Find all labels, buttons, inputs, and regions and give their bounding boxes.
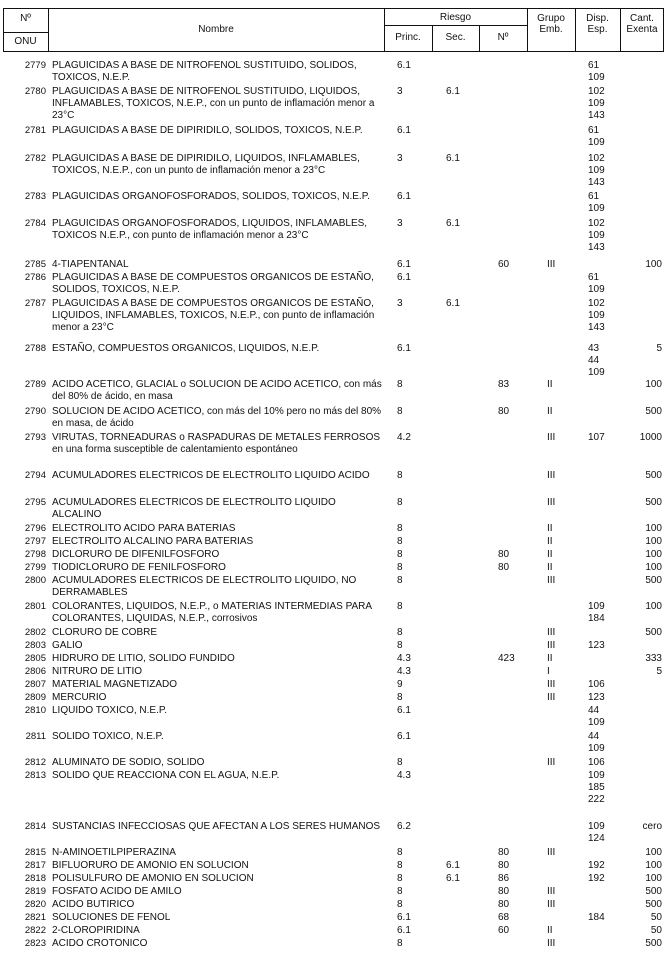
riesgo-principal: 8 <box>397 899 403 910</box>
material-name: N-AMINOETILPIPERAZINA <box>52 847 176 858</box>
material-name: PLAGUICIDAS A BASE DE DIPIRIDILO, SOLIDOS, TOXICOS, N.E.P. <box>52 125 363 136</box>
onu-number: 2800 <box>24 575 46 586</box>
header-nombre: Nombre <box>198 24 234 35</box>
cantidad-exenta: 50 <box>650 925 662 936</box>
onu-number: 2814 <box>24 821 46 832</box>
onu-number: 2789 <box>24 379 46 390</box>
onu-number: 2801 <box>24 601 46 612</box>
cantidad-exenta: 500 <box>645 575 662 586</box>
riesgo-secundario: 6.1 <box>446 153 460 164</box>
onu-number: 2806 <box>24 666 46 677</box>
onu-number: 2788 <box>24 343 46 354</box>
material-name: ACUMULADORES ELECTRICOS DE ELECTROLITO LIQUIDO ALCALINO <box>52 497 336 520</box>
riesgo-secundario: 6.1 <box>446 298 460 309</box>
riesgo-numero: 80 <box>498 847 510 858</box>
riesgo-principal: 8 <box>397 497 403 508</box>
riesgo-numero: 60 <box>498 925 510 936</box>
riesgo-principal: 8 <box>397 536 403 547</box>
cantidad-exenta: 500 <box>645 406 662 417</box>
riesgo-principal: 8 <box>397 406 403 417</box>
cantidad-exenta: 100 <box>645 860 662 871</box>
grupo-embalaje: II <box>547 653 553 664</box>
material-name: ACIDO CROTONICO <box>52 938 148 949</box>
material-name: BIFLUORURO DE AMONIO EN SOLUCION <box>52 860 249 871</box>
riesgo-principal: 8 <box>397 379 403 390</box>
riesgo-principal: 4.3 <box>397 770 411 781</box>
cantidad-exenta: 100 <box>645 847 662 858</box>
riesgo-numero: 80 <box>498 886 510 897</box>
material-name: 4-TIAPENTANAL <box>52 259 129 270</box>
onu-number: 2821 <box>24 912 46 923</box>
onu-number: 2798 <box>24 549 46 560</box>
material-name: HIDRURO DE LITIO, SOLIDO FUNDIDO <box>52 653 235 664</box>
riesgo-principal: 6.2 <box>397 821 411 832</box>
riesgo-principal: 4.3 <box>397 653 411 664</box>
grupo-embalaje: III <box>547 470 556 481</box>
grupo-embalaje: III <box>547 432 556 443</box>
header-riesgo-sec: Sec. <box>445 32 466 43</box>
riesgo-principal: 3 <box>397 218 403 229</box>
onu-number: 2784 <box>24 218 46 229</box>
riesgo-secundario: 6.1 <box>446 218 460 229</box>
cantidad-exenta: 100 <box>645 523 662 534</box>
cantidad-exenta: cero <box>642 821 662 832</box>
riesgo-numero: 80 <box>498 562 510 573</box>
material-name: ESTAÑO, COMPUESTOS ORGANICOS, LIQUIDOS, N.E.P. <box>52 343 320 354</box>
material-name: PLAGUICIDAS A BASE DE DIPIRIDILO, LIQUIDOS, INFLAMABLES, TOXICOS, N.E.P., con un punto de inflamación menor a 23°C <box>52 153 360 176</box>
cantidad-exenta: 100 <box>645 601 662 612</box>
cantidad-exenta: 100 <box>645 379 662 390</box>
material-name: SUSTANCIAS INFECCIOSAS QUE AFECTAN A LOS SERES HUMANOS <box>52 821 381 832</box>
riesgo-principal: 8 <box>397 601 403 612</box>
riesgo-numero: 86 <box>498 873 510 884</box>
disposicion-especial: 109 185 222 <box>588 770 605 805</box>
riesgo-principal: 4.3 <box>397 666 411 677</box>
onu-number: 2822 <box>24 925 46 936</box>
onu-number: 2786 <box>24 272 46 283</box>
riesgo-principal: 8 <box>397 886 403 897</box>
grupo-embalaje: III <box>547 679 556 690</box>
disposicion-especial: 123 <box>588 640 605 651</box>
onu-number: 2795 <box>24 497 46 508</box>
material-name: ALUMINATO DE SODIO, SOLIDO <box>52 757 205 768</box>
onu-number: 2785 <box>24 259 46 270</box>
material-name: SOLUCION DE ACIDO ACETICO, con más del 10% pero no más del 80% en masa, de ácido <box>52 406 382 429</box>
onu-number: 2781 <box>24 125 46 136</box>
material-name: SOLUCIONES DE FENOL <box>52 912 171 923</box>
riesgo-principal: 6.1 <box>397 60 411 71</box>
cantidad-exenta: 5 <box>656 666 662 677</box>
onu-number: 2790 <box>24 406 46 417</box>
cantidad-exenta: 500 <box>645 497 662 508</box>
riesgo-principal: 9 <box>397 679 403 690</box>
cantidad-exenta: 500 <box>645 899 662 910</box>
onu-number: 2819 <box>24 886 46 897</box>
disposicion-especial: 107 <box>588 432 605 443</box>
cantidad-exenta: 500 <box>645 938 662 949</box>
disposicion-especial: 109 124 <box>588 821 605 844</box>
riesgo-principal: 8 <box>397 562 403 573</box>
onu-number: 2807 <box>24 679 46 690</box>
onu-number: 2812 <box>24 757 46 768</box>
header-grupo-emb: Grupo Emb. <box>537 13 565 35</box>
material-name: PLAGUICIDAS A BASE DE NITROFENOL SUSTITUIDO, LIQUIDOS, INFLAMABLES, TOXICOS, N.E.P., con un punto de inflamación menor a 23°C <box>52 86 375 121</box>
header-divider <box>3 32 48 33</box>
grupo-embalaje: III <box>547 847 556 858</box>
material-name: TIODICLORURO DE FENILFOSFORO <box>52 562 226 573</box>
disposicion-especial: 61 109 <box>588 272 605 295</box>
riesgo-principal: 3 <box>397 86 403 97</box>
cantidad-exenta: 100 <box>645 873 662 884</box>
onu-number: 2787 <box>24 298 46 309</box>
disposicion-especial: 102 109 143 <box>588 298 605 333</box>
riesgo-numero: 80 <box>498 549 510 560</box>
material-name: COLORANTES, LIQUIDOS, N.E.P., o MATERIAS INTERMEDIAS PARA COLORANTES, LIQUIDAS, N.E.P., corrosivos <box>52 601 372 624</box>
material-name: MERCURIO <box>52 692 107 703</box>
riesgo-principal: 3 <box>397 298 403 309</box>
onu-number: 2794 <box>24 470 46 481</box>
riesgo-principal: 8 <box>397 860 403 871</box>
riesgo-principal: 6.1 <box>397 343 411 354</box>
grupo-embalaje: II <box>547 549 553 560</box>
riesgo-principal: 8 <box>397 575 403 586</box>
onu-number: 2783 <box>24 191 46 202</box>
material-name: DICLORURO DE DIFENILFOSFORO <box>52 549 220 560</box>
riesgo-numero: 68 <box>498 912 510 923</box>
onu-number: 2802 <box>24 627 46 638</box>
riesgo-principal: 6.1 <box>397 191 411 202</box>
material-name: CLORURO DE COBRE <box>52 627 158 638</box>
grupo-embalaje: III <box>547 899 556 910</box>
grupo-embalaje: III <box>547 640 556 651</box>
disposicion-especial: 61 109 <box>588 191 605 214</box>
riesgo-principal: 8 <box>397 938 403 949</box>
material-name: POLISULFURO DE AMONIO EN SOLUCION <box>52 873 254 884</box>
riesgo-principal: 8 <box>397 640 403 651</box>
material-name: FOSFATO ACIDO DE AMILO <box>52 886 182 897</box>
grupo-embalaje: II <box>547 536 553 547</box>
header-divider <box>384 25 527 26</box>
onu-number: 2809 <box>24 692 46 703</box>
cantidad-exenta: 100 <box>645 549 662 560</box>
material-name: SOLIDO TOXICO, N.E.P. <box>52 731 164 742</box>
header-disp-esp: Disp. Esp. <box>586 13 609 35</box>
riesgo-numero: 423 <box>498 653 515 664</box>
material-name: ELECTROLITO ACIDO PARA BATERIAS <box>52 523 236 534</box>
riesgo-principal: 8 <box>397 523 403 534</box>
onu-number: 2805 <box>24 653 46 664</box>
riesgo-numero: 80 <box>498 899 510 910</box>
material-name: PLAGUICIDAS A BASE DE COMPUESTOS ORGANICOS DE ESTAÑO, SOLIDOS, TOXICOS, N.E.P. <box>52 272 374 295</box>
disposicion-especial: 106 <box>588 679 605 690</box>
riesgo-secundario: 6.1 <box>446 860 460 871</box>
disposicion-especial: 109 184 <box>588 601 605 624</box>
riesgo-numero: 80 <box>498 860 510 871</box>
riesgo-principal: 3 <box>397 153 403 164</box>
onu-number: 2782 <box>24 153 46 164</box>
riesgo-principal: 6.1 <box>397 125 411 136</box>
disposicion-especial: 43 44 109 <box>588 343 605 378</box>
header-riesgo-num: Nº <box>497 32 509 43</box>
grupo-embalaje: III <box>547 938 556 949</box>
riesgo-principal: 8 <box>397 470 403 481</box>
material-name: ACIDO ACETICO, GLACIAL o SOLUCION DE ACIDO ACETICO, con más del 80% de ácido, en masa <box>52 379 382 402</box>
onu-number: 2820 <box>24 899 46 910</box>
onu-number: 2797 <box>24 536 46 547</box>
disposicion-especial: 123 <box>588 692 605 703</box>
grupo-embalaje: III <box>547 575 556 586</box>
onu-number: 2799 <box>24 562 46 573</box>
cantidad-exenta: 100 <box>645 259 662 270</box>
onu-number: 2815 <box>24 847 46 858</box>
grupo-embalaje: I <box>547 666 550 677</box>
onu-number: 2813 <box>24 770 46 781</box>
riesgo-principal: 6.1 <box>397 272 411 283</box>
cantidad-exenta: 500 <box>645 470 662 481</box>
grupo-embalaje: III <box>547 757 556 768</box>
riesgo-principal: 8 <box>397 757 403 768</box>
disposicion-especial: 61 109 <box>588 125 605 148</box>
riesgo-secundario: 6.1 <box>446 873 460 884</box>
grupo-embalaje: III <box>547 692 556 703</box>
riesgo-principal: 6.1 <box>397 925 411 936</box>
cantidad-exenta: 50 <box>650 912 662 923</box>
grupo-embalaje: II <box>547 925 553 936</box>
grupo-embalaje: II <box>547 379 553 390</box>
disposicion-especial: 102 109 143 <box>588 86 605 121</box>
onu-number: 2779 <box>24 60 46 71</box>
grupo-embalaje: II <box>547 523 553 534</box>
grupo-embalaje: II <box>547 406 553 417</box>
riesgo-principal: 6.1 <box>397 731 411 742</box>
onu-number: 2810 <box>24 705 46 716</box>
header-riesgo: Riesgo <box>439 12 472 23</box>
onu-number: 2811 <box>25 731 46 742</box>
riesgo-principal: 8 <box>397 549 403 560</box>
material-name: PLAGUICIDAS ORGANOFOSFORADOS, SOLIDOS, TOXICOS, N.E.P. <box>52 191 370 202</box>
onu-number: 2817 <box>24 860 46 871</box>
onu-number: 2796 <box>24 523 46 534</box>
disposicion-especial: 106 <box>588 757 605 768</box>
riesgo-principal: 6.1 <box>397 912 411 923</box>
material-name: VIRUTAS, TORNEADURAS o RASPADURAS DE METALES FERROSOS en una forma susceptible de calentamiento espontáneo <box>52 432 381 455</box>
material-name: GALIO <box>52 640 83 651</box>
disposicion-especial: 184 <box>588 912 605 923</box>
grupo-embalaje: III <box>547 497 556 508</box>
material-name: ACIDO BUTIRICO <box>52 899 135 910</box>
cantidad-exenta: 100 <box>645 562 662 573</box>
riesgo-principal: 6.1 <box>397 259 411 270</box>
material-name: LIQUIDO TOXICO, N.E.P. <box>52 705 168 716</box>
material-name: NITRURO DE LITIO <box>52 666 143 677</box>
riesgo-principal: 8 <box>397 627 403 638</box>
material-name: ACUMULADORES ELECTRICOS DE ELECTROLITO LIQUIDO ACIDO <box>52 470 370 481</box>
header-onu: ONU <box>14 36 37 47</box>
riesgo-secundario: 6.1 <box>446 86 460 97</box>
disposicion-especial: 102 109 143 <box>588 153 605 188</box>
header-riesgo-prin: Princ. <box>395 32 421 43</box>
disposicion-especial: 44 109 <box>588 731 605 754</box>
disposicion-especial: 192 <box>588 860 605 871</box>
onu-number: 2780 <box>24 86 46 97</box>
cantidad-exenta: 500 <box>645 886 662 897</box>
riesgo-principal: 6.1 <box>397 705 411 716</box>
cantidad-exenta: 500 <box>645 627 662 638</box>
header-no: Nº <box>20 13 31 24</box>
grupo-embalaje: II <box>547 562 553 573</box>
riesgo-principal: 8 <box>397 873 403 884</box>
material-name: PLAGUICIDAS A BASE DE COMPUESTOS ORGANICOS DE ESTAÑO, LIQUIDOS, INFLAMABLES, TOXICOS, N.E.P., con punto de inflamación menor a 23°C <box>52 298 375 333</box>
cantidad-exenta: 5 <box>656 343 662 354</box>
cantidad-exenta: 100 <box>645 536 662 547</box>
material-name: PLAGUICIDAS A BASE DE NITROFENOL SUSTITUIDO, SOLIDOS, TOXICOS, N.E.P. <box>52 60 357 83</box>
cantidad-exenta: 333 <box>645 653 662 664</box>
riesgo-principal: 8 <box>397 847 403 858</box>
onu-number: 2818 <box>24 873 46 884</box>
disposicion-especial: 44 109 <box>588 705 605 728</box>
material-name: 2-CLOROPIRIDINA <box>52 925 140 936</box>
riesgo-principal: 4.2 <box>397 432 411 443</box>
grupo-embalaje: III <box>547 259 556 270</box>
grupo-embalaje: III <box>547 627 556 638</box>
disposicion-especial: 61 109 <box>588 60 605 83</box>
riesgo-principal: 8 <box>397 692 403 703</box>
header-cant-exenta: Cant. Exenta <box>626 13 658 35</box>
material-name: PLAGUICIDAS ORGANOFOSFORADOS, LIQUIDOS, INFLAMABLES, TOXICOS N.E.P., con punto de inflamación menor a 23°C <box>52 218 368 241</box>
disposicion-especial: 192 <box>588 873 605 884</box>
material-name: MATERIAL MAGNETIZADO <box>52 679 178 690</box>
material-name: ELECTROLITO ALCALINO PARA BATERIAS <box>52 536 254 547</box>
riesgo-numero: 83 <box>498 379 510 390</box>
cantidad-exenta: 1000 <box>639 432 662 443</box>
onu-number: 2823 <box>24 938 46 949</box>
riesgo-numero: 60 <box>498 259 510 270</box>
onu-number: 2793 <box>24 432 46 443</box>
material-name: SOLIDO QUE REACCIONA CON EL AGUA, N.E.P. <box>52 770 280 781</box>
material-name: ACUMULADORES ELECTRICOS DE ELECTROLITO LIQUIDO, NO DERRAMABLES <box>52 575 357 598</box>
disposicion-especial: 102 109 143 <box>588 218 605 253</box>
onu-number: 2803 <box>24 640 46 651</box>
grupo-embalaje: III <box>547 886 556 897</box>
riesgo-numero: 80 <box>498 406 510 417</box>
